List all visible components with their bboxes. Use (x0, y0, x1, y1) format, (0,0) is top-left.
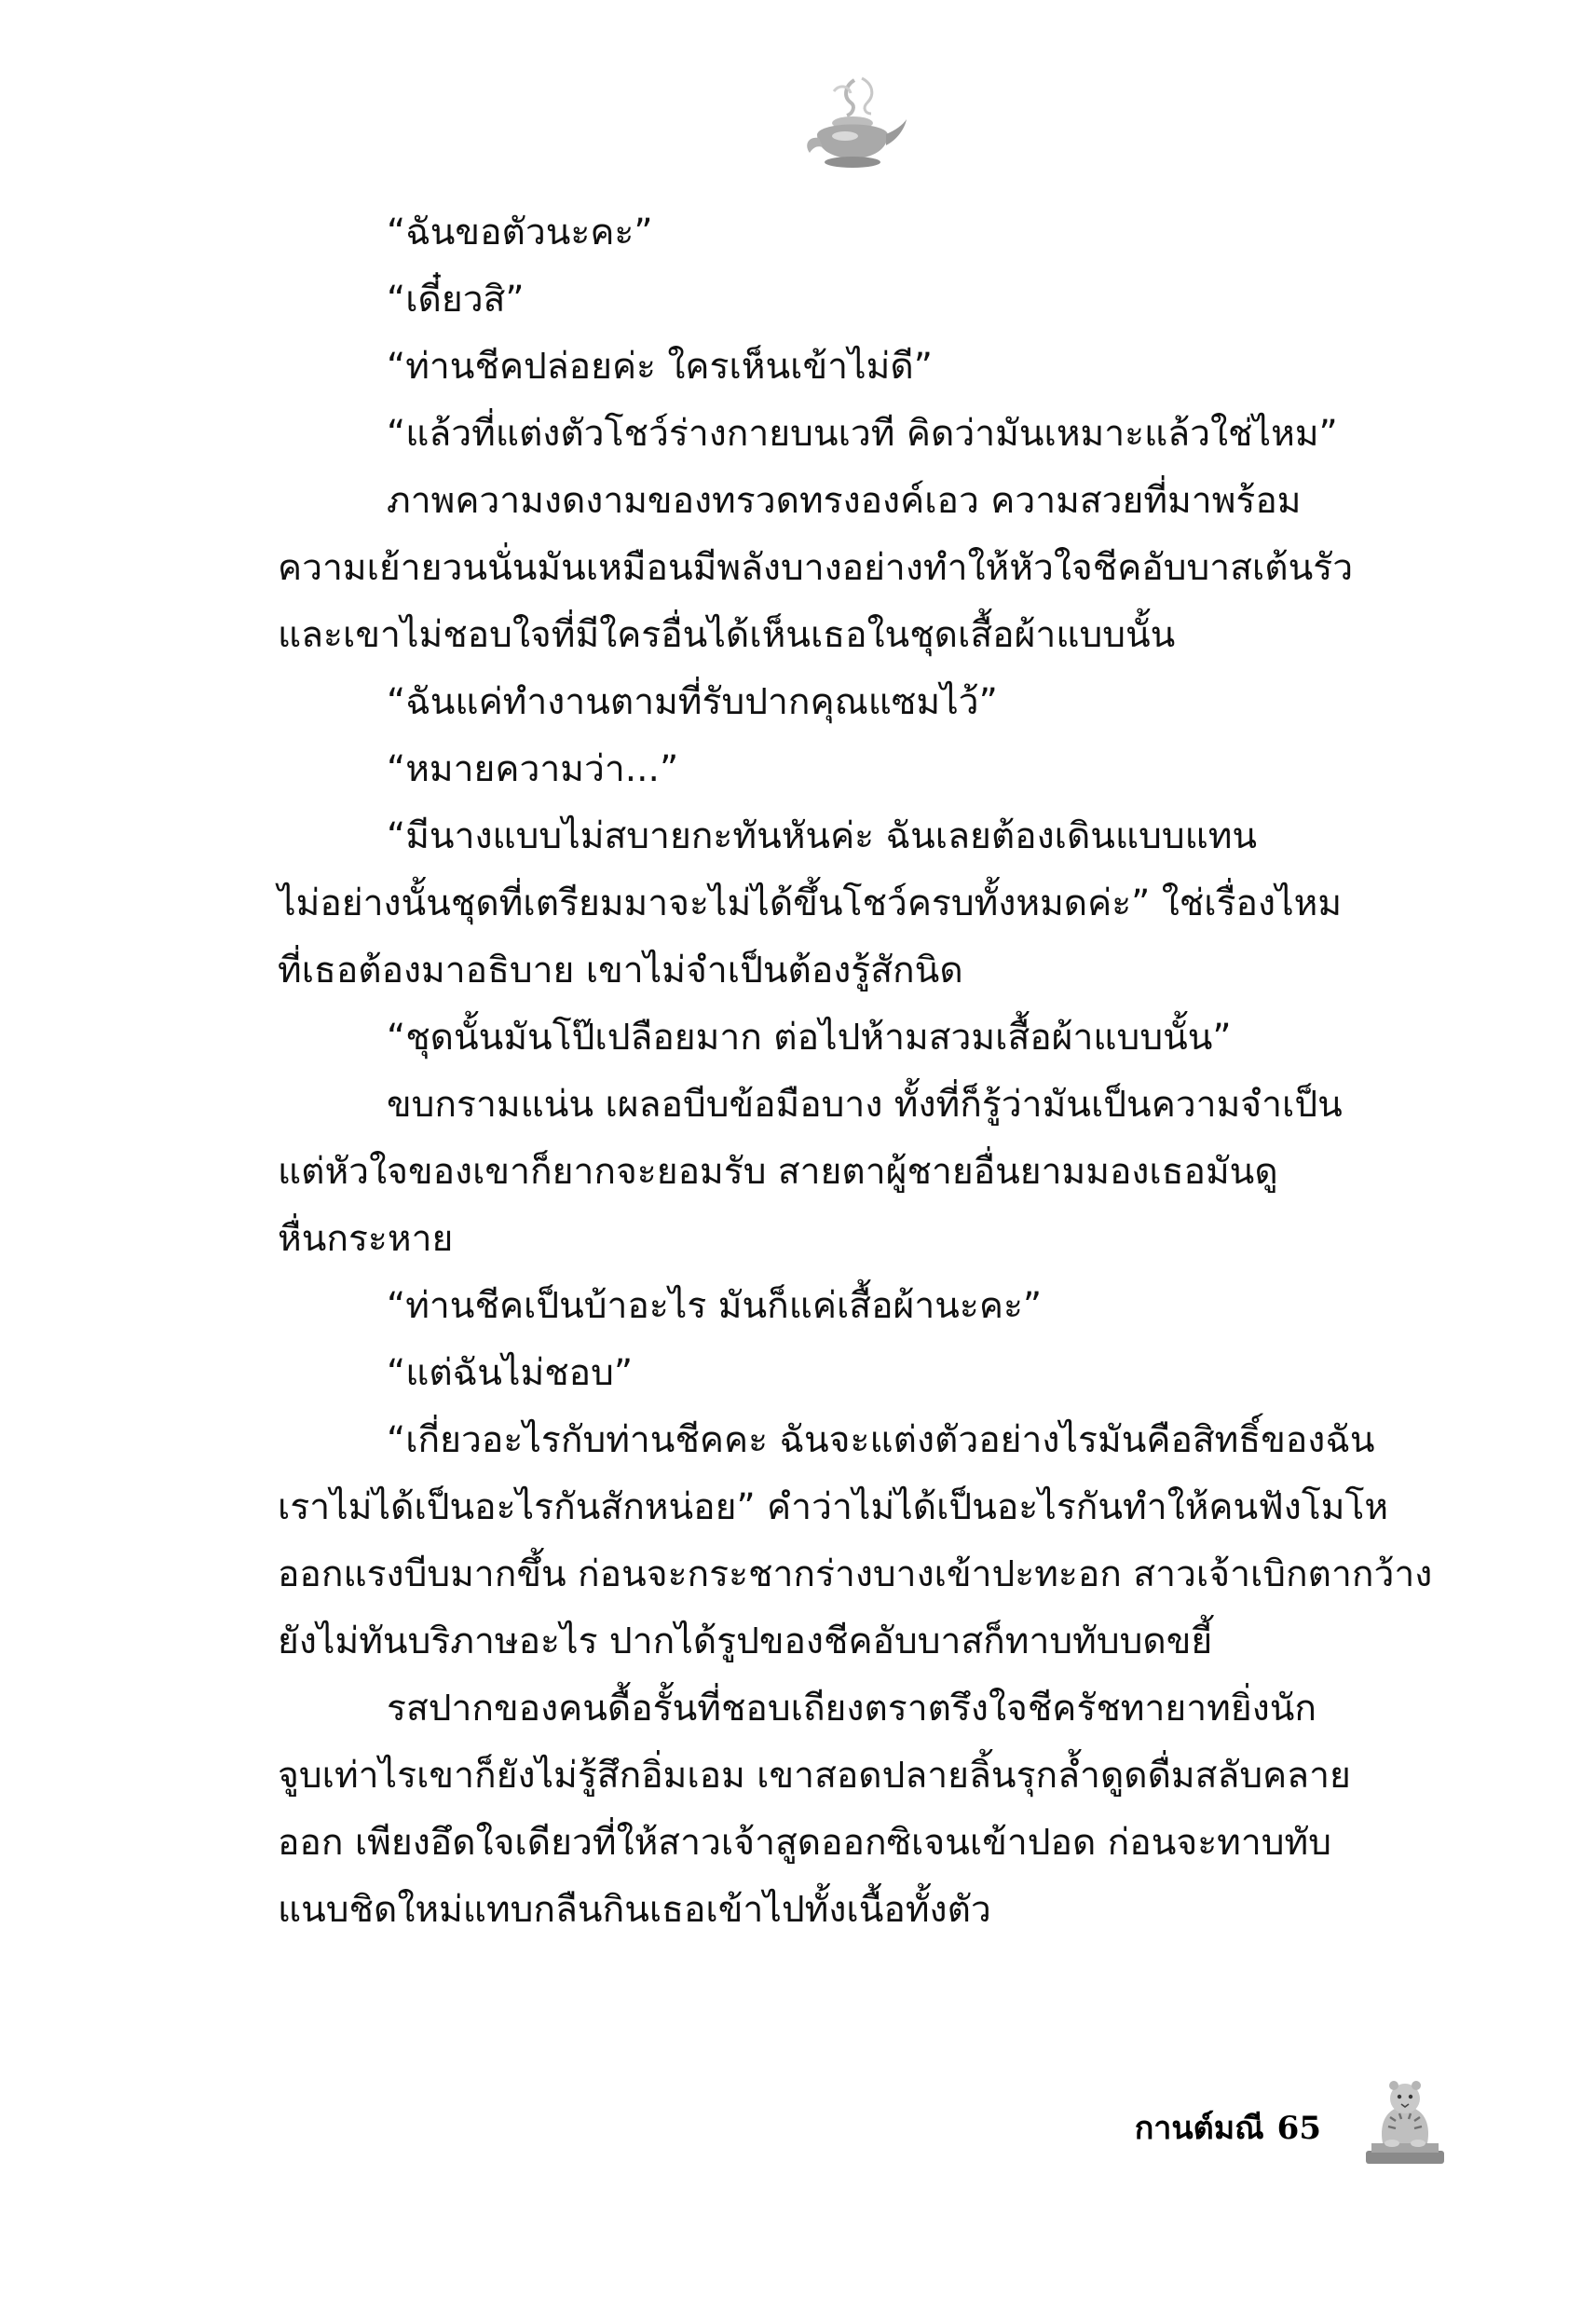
text-line: “แต่ฉันไม่ชอบ” (387, 1352, 634, 1394)
text-line: ขบกรามแน่น เผลอบีบข้อมือบาง ทั้งที่ก็รู้ว่ามันเป็นความจำเป็น (387, 1084, 1343, 1126)
text-line: “เดี๋ยวสิ” (387, 279, 525, 321)
text-line: ความเย้ายวนนั่นมันเหมือนมีพลังบางอย่างทำให้หัวใจชีคอับบาสเต้นรัว (278, 547, 1354, 589)
text-line: เราไม่ได้เป็นอะไรกันสักหน่อย” คำว่าไม่ได้เป็นอะไรกันทำให้คนฟังโมโห (278, 1486, 1389, 1528)
page-number: 65 (1276, 2110, 1321, 2147)
body-text (278, 199, 1433, 1944)
text-line: ไม่อย่างนั้นชุดที่เตรียมมาจะไม่ได้ขึ้นโชว์ครบทั้งหมดค่ะ” ใช่เรื่องไหม (278, 882, 1343, 924)
text-line: รสปากของคนดื้อรั้นที่ชอบเถียงตราตรึงใจชีครัชทายาทยิ่งนัก (387, 1688, 1317, 1730)
text-line: ออก เพียงอึดใจเดียวที่ให้สาวเจ้าสูดออกซิเจนเข้าปอด ก่อนจะทาบทับ (278, 1822, 1331, 1864)
tiger-icon (1362, 2076, 1448, 2167)
text-line: ภาพความงดงามของทรวดทรงองค์เอว ความสวยที่มาพร้อม (387, 480, 1302, 522)
text-line: “ฉันแค่ทำงานตามที่รับปากคุณแซมไว้” (387, 681, 998, 723)
text-line: หื่นกระหาย (278, 1218, 454, 1260)
text-line: “หมายความว่า...” (387, 748, 679, 790)
text-line: ยังไม่ทันบริภาษอะไร ปากได้รูปของชีคอับบาสก็ทาบทับบดขยี้ (278, 1620, 1213, 1662)
text-line: แต่หัวใจของเขาก็ยากจะยอมรับ สายตาผู้ชายอื่นยามมองเธอมันดู (278, 1151, 1278, 1193)
book-title: กานต์มณี (1134, 2110, 1264, 2147)
text-line: แนบชิดใหม่แทบกลืนกินเธอเข้าไปทั้งเนื้อทั้งตัว (278, 1889, 991, 1931)
text-line: “แล้วที่แต่งตัวโชว์ร่างกายบนเวที คิดว่ามันเหมาะแล้วใช่ไหม” (387, 413, 1338, 455)
text-line: และเขาไม่ชอบใจที่มีใครอื่นได้เห็นเธอในชุดเสื้อผ้าแบบนั้น (278, 614, 1176, 656)
text-line: ที่เธอต้องมาอธิบาย เขาไม่จำเป็นต้องรู้สักนิด (278, 950, 963, 991)
text-line: “ท่านชีคปล่อยค่ะ ใครเห็นเข้าไม่ดี” (387, 346, 933, 388)
text-line: ออกแรงบีบมากขึ้น ก่อนจะกระชากร่างบางเข้าปะทะอก สาวเจ้าเบิกตากว้าง (278, 1553, 1433, 1595)
text-line: “เกี่ยวอะไรกับท่านชีคคะ ฉันจะแต่งตัวอย่างไรมันคือสิทธิ์ของฉัน (387, 1419, 1375, 1461)
text-line: “ชุดนั้นมันโป๊เปลือยมาก ต่อไปห้ามสวมเสื้อผ้าแบบนั้น” (387, 1017, 1232, 1059)
page-footer (1135, 2108, 1321, 2149)
text-line: “มีนางแบบไม่สบายกะทันหันค่ะ ฉันเลยต้องเดินแบบแทน (387, 815, 1258, 857)
text-line: “ฉันขอตัวนะคะ” (387, 212, 653, 253)
text-line: จูบเท่าไรเขาก็ยังไม่รู้สึกอิ่มเอม เขาสอดปลายลิ้นรุกล้ำดูดดื่มสลับคลาย (278, 1755, 1351, 1797)
lamp-icon (797, 73, 908, 175)
text-line: “ท่านชีคเป็นบ้าอะไร มันก็แค่เสื้อผ้านะคะ” (387, 1285, 1043, 1327)
